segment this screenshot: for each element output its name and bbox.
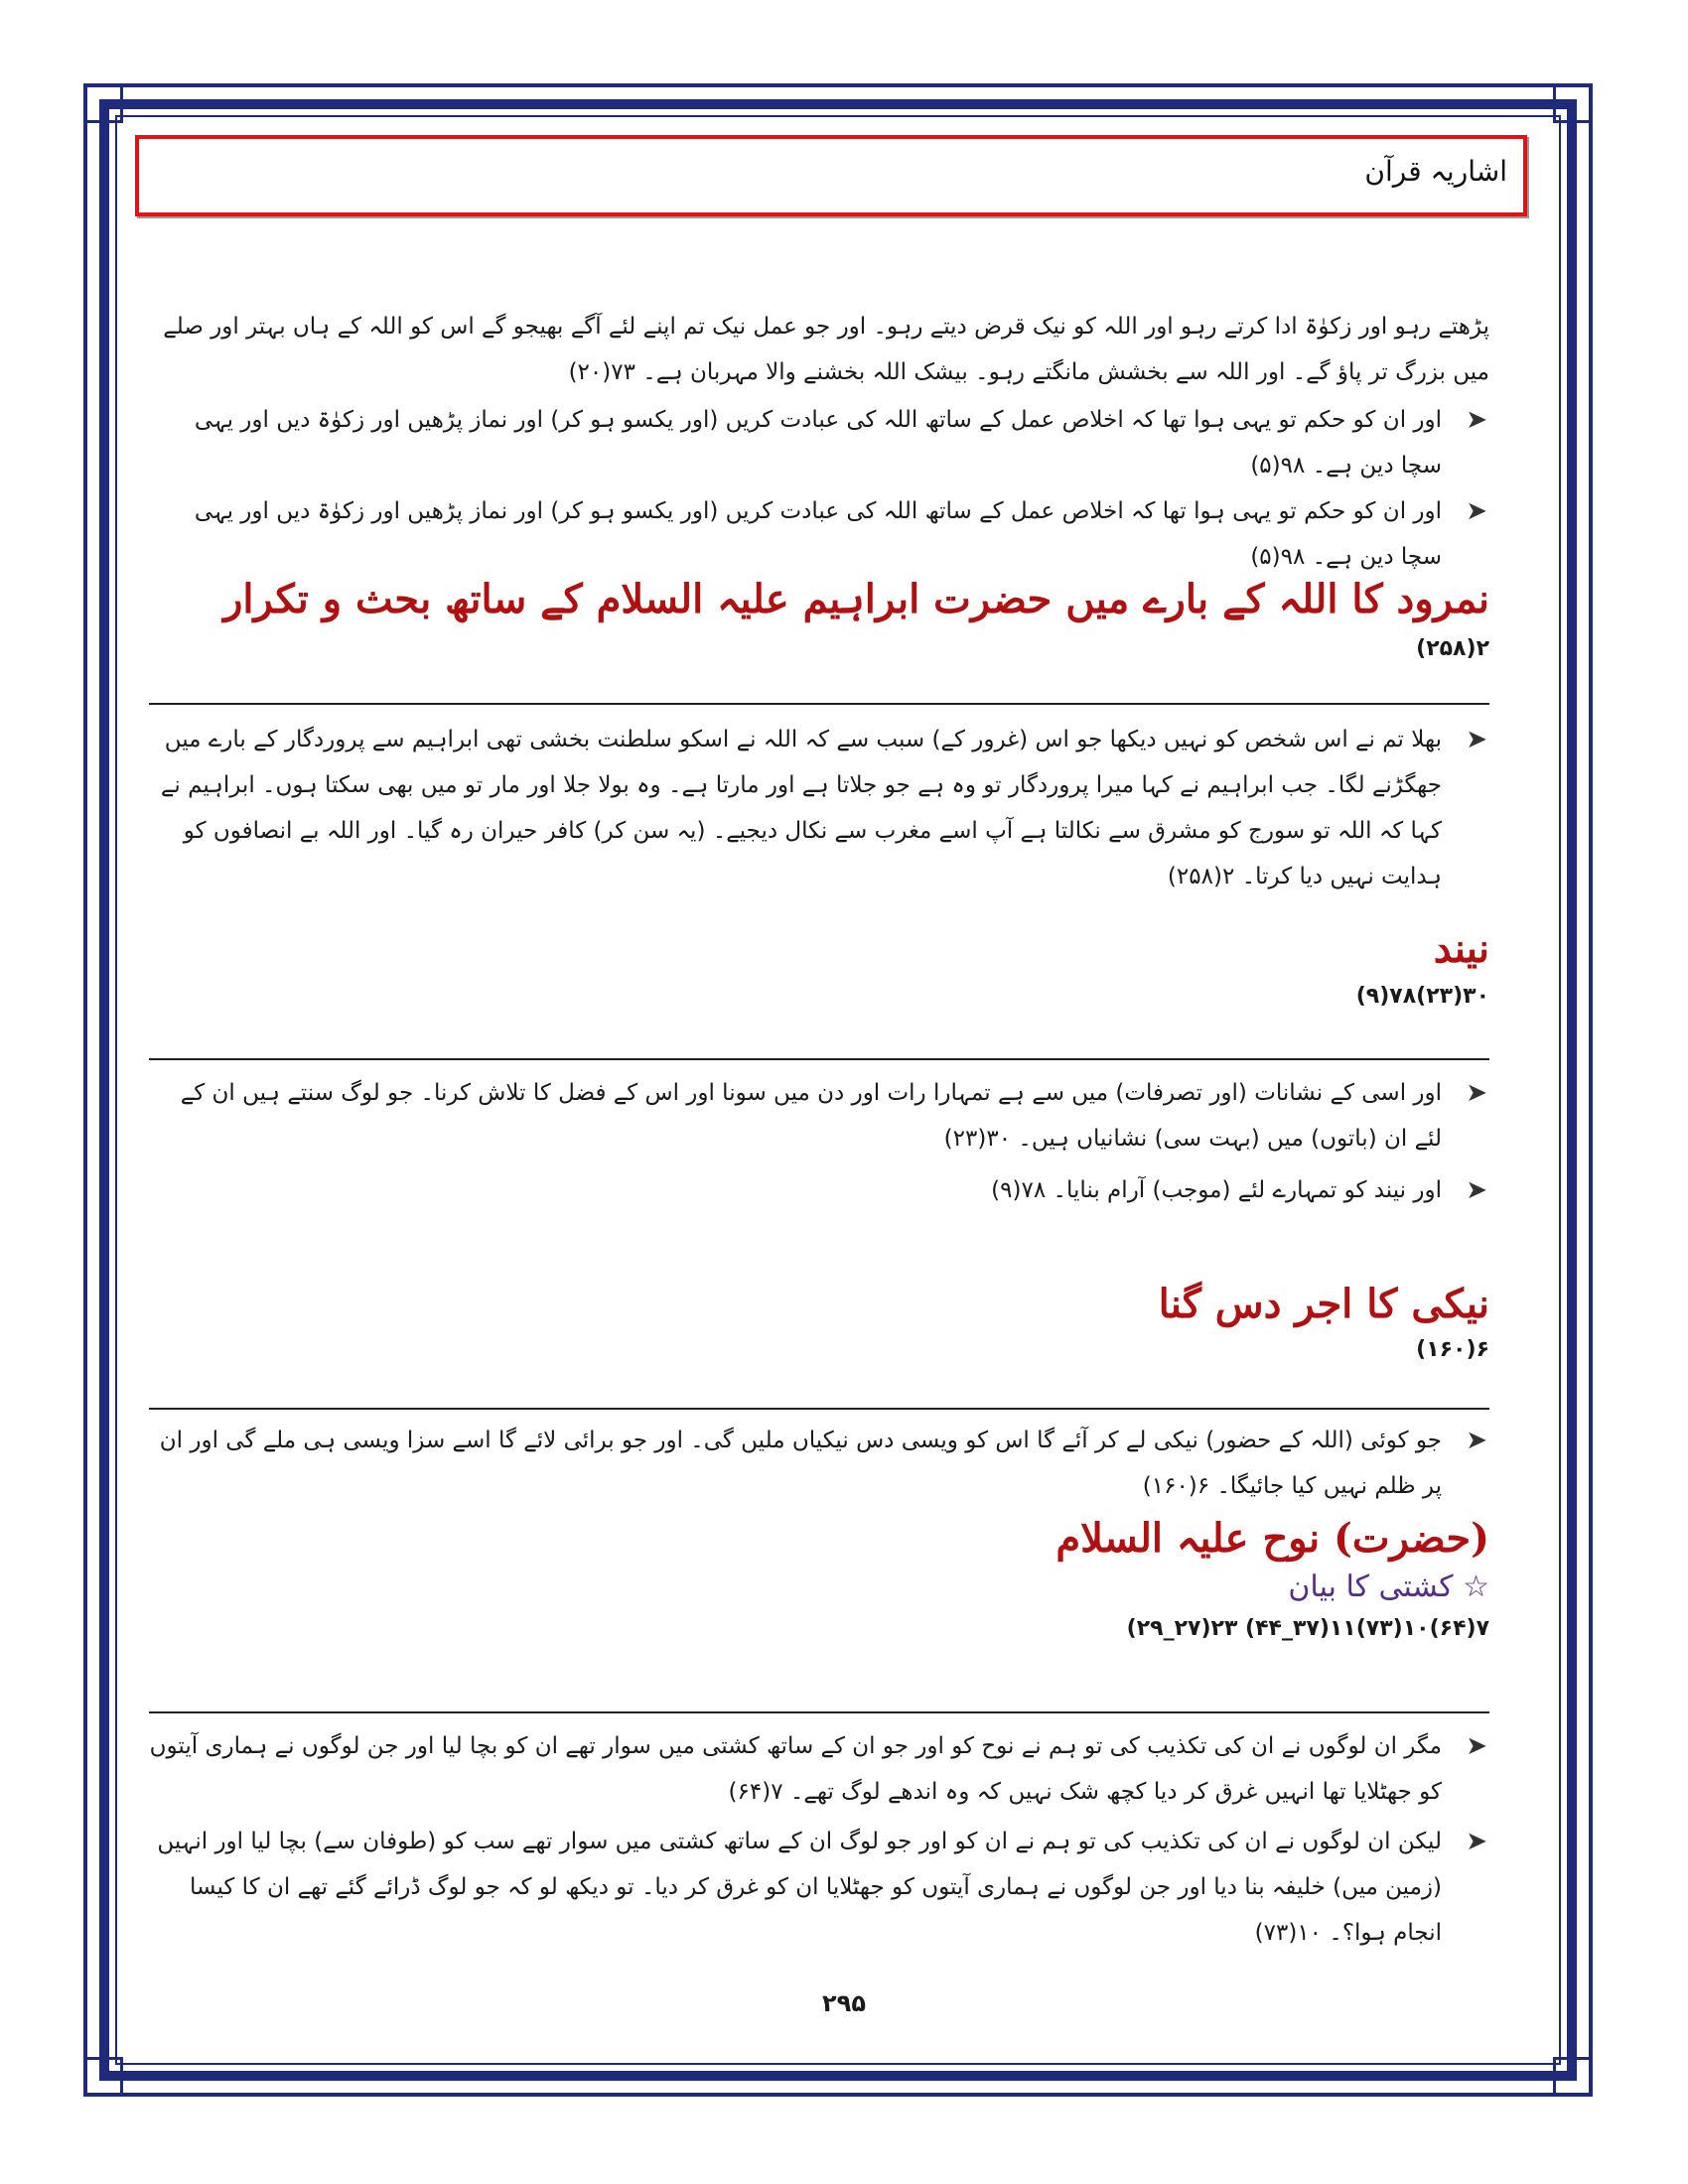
list-item: ➤ اور ان کو حکم تو یہی ہوا تھا کہ اخلاص عمل کے ساتھ اللہ کی عبادت کریں (اور یکسو ہو کر) اور نماز پڑھیں اور زکوٰۃ دیں اور یہی سچا دین ہے۔ ۹۸(۵) [149, 488, 1489, 580]
section-nuh-body [149, 1723, 1489, 1956]
list-item: ➤ اور ان کو حکم تو یہی ہوا تھا کہ اخلاص عمل کے ساتھ اللہ کی عبادت کریں (اور یکسو ہو کر) اور نماز پڑھیں اور زکوٰۃ دیں اور یہی سچا دین ہے۔ ۹۸(۵) [149, 397, 1489, 488]
list-item: ➤ لیکن ان لوگوں نے ان کی تکذیب کی تو ہم نے ان کو اور جو لوگ ان کے ساتھ کشتی میں سوار تھے سب کو (طوفان سے) بچا لیا اور انہیں (زمین میں) خلیفہ بنا دیا اور جن لوگوں نے ہماری آیتوں کو جھٹلایا ان کو غرق کر دیا۔ تو دیکھ لو کہ جو لوگ ڈرائے گئے تھے ان کا کیسا انجام ہوا؟۔ ۱۰(۷۳) [149, 1819, 1489, 1956]
bullet-arrow-icon: ➤ [1466, 496, 1487, 526]
header-box [135, 135, 1527, 216]
continuation-paragraph: پڑھتے رہو اور زکوٰۃ ادا کرتے رہو اور اللہ کو نیک قرض دیتے رہو۔ اور جو عمل نیک تم اپنے لئے آگے بھیجو گے اس کو اللہ کے ہاں بہتر اور صلے میں بزرگ تر پاؤ گے۔ اور اللہ سے بخشش مانگتے رہو۔ بیشک اللہ بخشنے والا مہربان ہے۔ ۷۳(۲۰) [163, 314, 1489, 385]
sub-heading: ☆ کشتی کا بیان [1288, 1570, 1489, 1604]
section-divider [149, 1711, 1489, 1713]
section-reward [149, 1281, 1489, 1362]
page-number: ۲۹۵ [822, 1989, 866, 2017]
reference-line: ۷(۶۴)۱۰(۷۳)۱۱(۳۷_۴۴) ۲۳(۲۷_۲۹) [1126, 1616, 1489, 1641]
header-title: اشاریہ قرآن [1364, 155, 1507, 188]
bullet-arrow-icon: ➤ [1466, 1175, 1487, 1205]
section-reward-body [149, 1418, 1489, 1509]
section-heading: نیکی کا اجر دس گنا [1158, 1281, 1489, 1327]
top-section [149, 304, 1489, 580]
section-heading: نمرود کا اللہ کے بارے میں حضرت ابراہیم علیہ السلام کے ساتھ بحث و تکرار [223, 576, 1489, 622]
bullet-arrow-icon: ➤ [1466, 405, 1487, 435]
section-sleep-body [149, 1070, 1489, 1213]
list-item: ➤ بھلا تم نے اس شخص کو نہیں دیکھا جو اس (غرور کے) سبب سے کہ اللہ نے اسکو سلطنت بخشی تھی ابراہیم سے پروردگار کے بارے میں جھگڑنے لگا۔ جب ابراہیم نے کہا میرا پروردگار تو وہ ہے جو جلاتا ہے اور مارتا ہے۔ وہ بولا جلا اور مار تو میں بھی سکتا ہوں۔ ابراہیم نے کہا کہ اللہ تو سورج کو مشرق سے نکالتا ہے آپ اسے مغرب سے نکال دیجیے۔ (یہ سن کر) کافر حیران رہ گیا۔ اور اللہ بے انصافوں کو ہدایت نہیں دیا کرتا۔ ۲(۲۵۸) [149, 717, 1489, 899]
section-divider [149, 1058, 1489, 1060]
corner-ornament-top-right [1553, 83, 1593, 123]
section-heading: نیند [1433, 925, 1489, 972]
section-nuh [149, 1515, 1489, 1641]
section-divider [149, 703, 1489, 705]
corner-ornament-bottom-right [1553, 2057, 1593, 2097]
list-item: ➤ اور اسی کے نشانات (اور تصرفات) میں سے ہے تمہارا رات اور دن میں سونا اور اس کے فضل کا تلاش کرنا۔ جو لوگ سنتے ہیں ان کے لئے ان (باتوں) میں (بہت سی) نشانیاں ہیں۔ ۳۰(۲۳) [149, 1070, 1489, 1161]
bullet-arrow-icon: ➤ [1466, 1426, 1487, 1455]
list-item: ➤ اور نیند کو تمہارے لئے (موجب) آرام بنایا۔ ۷۸(۹) [149, 1167, 1489, 1213]
bullet-arrow-icon: ➤ [1466, 1827, 1487, 1856]
section-sleep [149, 925, 1489, 1009]
list-item: ➤ جو کوئی (اللہ کے حضور) نیکی لے کر آئے گا اس کو ویسی دس نیکیاں ملیں گی۔ اور جو برائی لائے گا اسے سزا ویسی ہی ملے گی اور ان پر ظلم نہیں کیا جائیگا۔ ۶(۱۶۰) [149, 1418, 1489, 1509]
bullet-arrow-icon: ➤ [1466, 1731, 1487, 1761]
corner-ornament-bottom-left [83, 2057, 123, 2097]
reference-line: ۲(۲۵۸) [1416, 636, 1489, 661]
list-item: ➤ مگر ان لوگوں نے ان کی تکذیب کی تو ہم نے نوح کو اور جو ان کے ساتھ کشتی میں سوار تھے ان کو بچا لیا اور جن لوگوں نے ہماری آیتوں کو جھٹلایا تھا انہیں غرق کر دیا کچھ شک نہیں کہ وہ اندھے لوگ تھے۔ ۷(۶۴) [149, 1723, 1489, 1815]
corner-ornament-top-left [83, 83, 123, 123]
section-divider [149, 1408, 1489, 1410]
section-nimrod-body [149, 717, 1489, 899]
reference-line: ۶(۱۶۰) [1416, 1337, 1489, 1362]
section-heading: (حضرت) نوح علیہ السلام [1055, 1515, 1489, 1562]
section-nimrod [149, 576, 1489, 661]
bullet-arrow-icon: ➤ [1466, 1078, 1487, 1108]
reference-line: ۳۰(۲۳)۷۸(۹) [1355, 984, 1489, 1009]
bullet-arrow-icon: ➤ [1466, 725, 1487, 754]
